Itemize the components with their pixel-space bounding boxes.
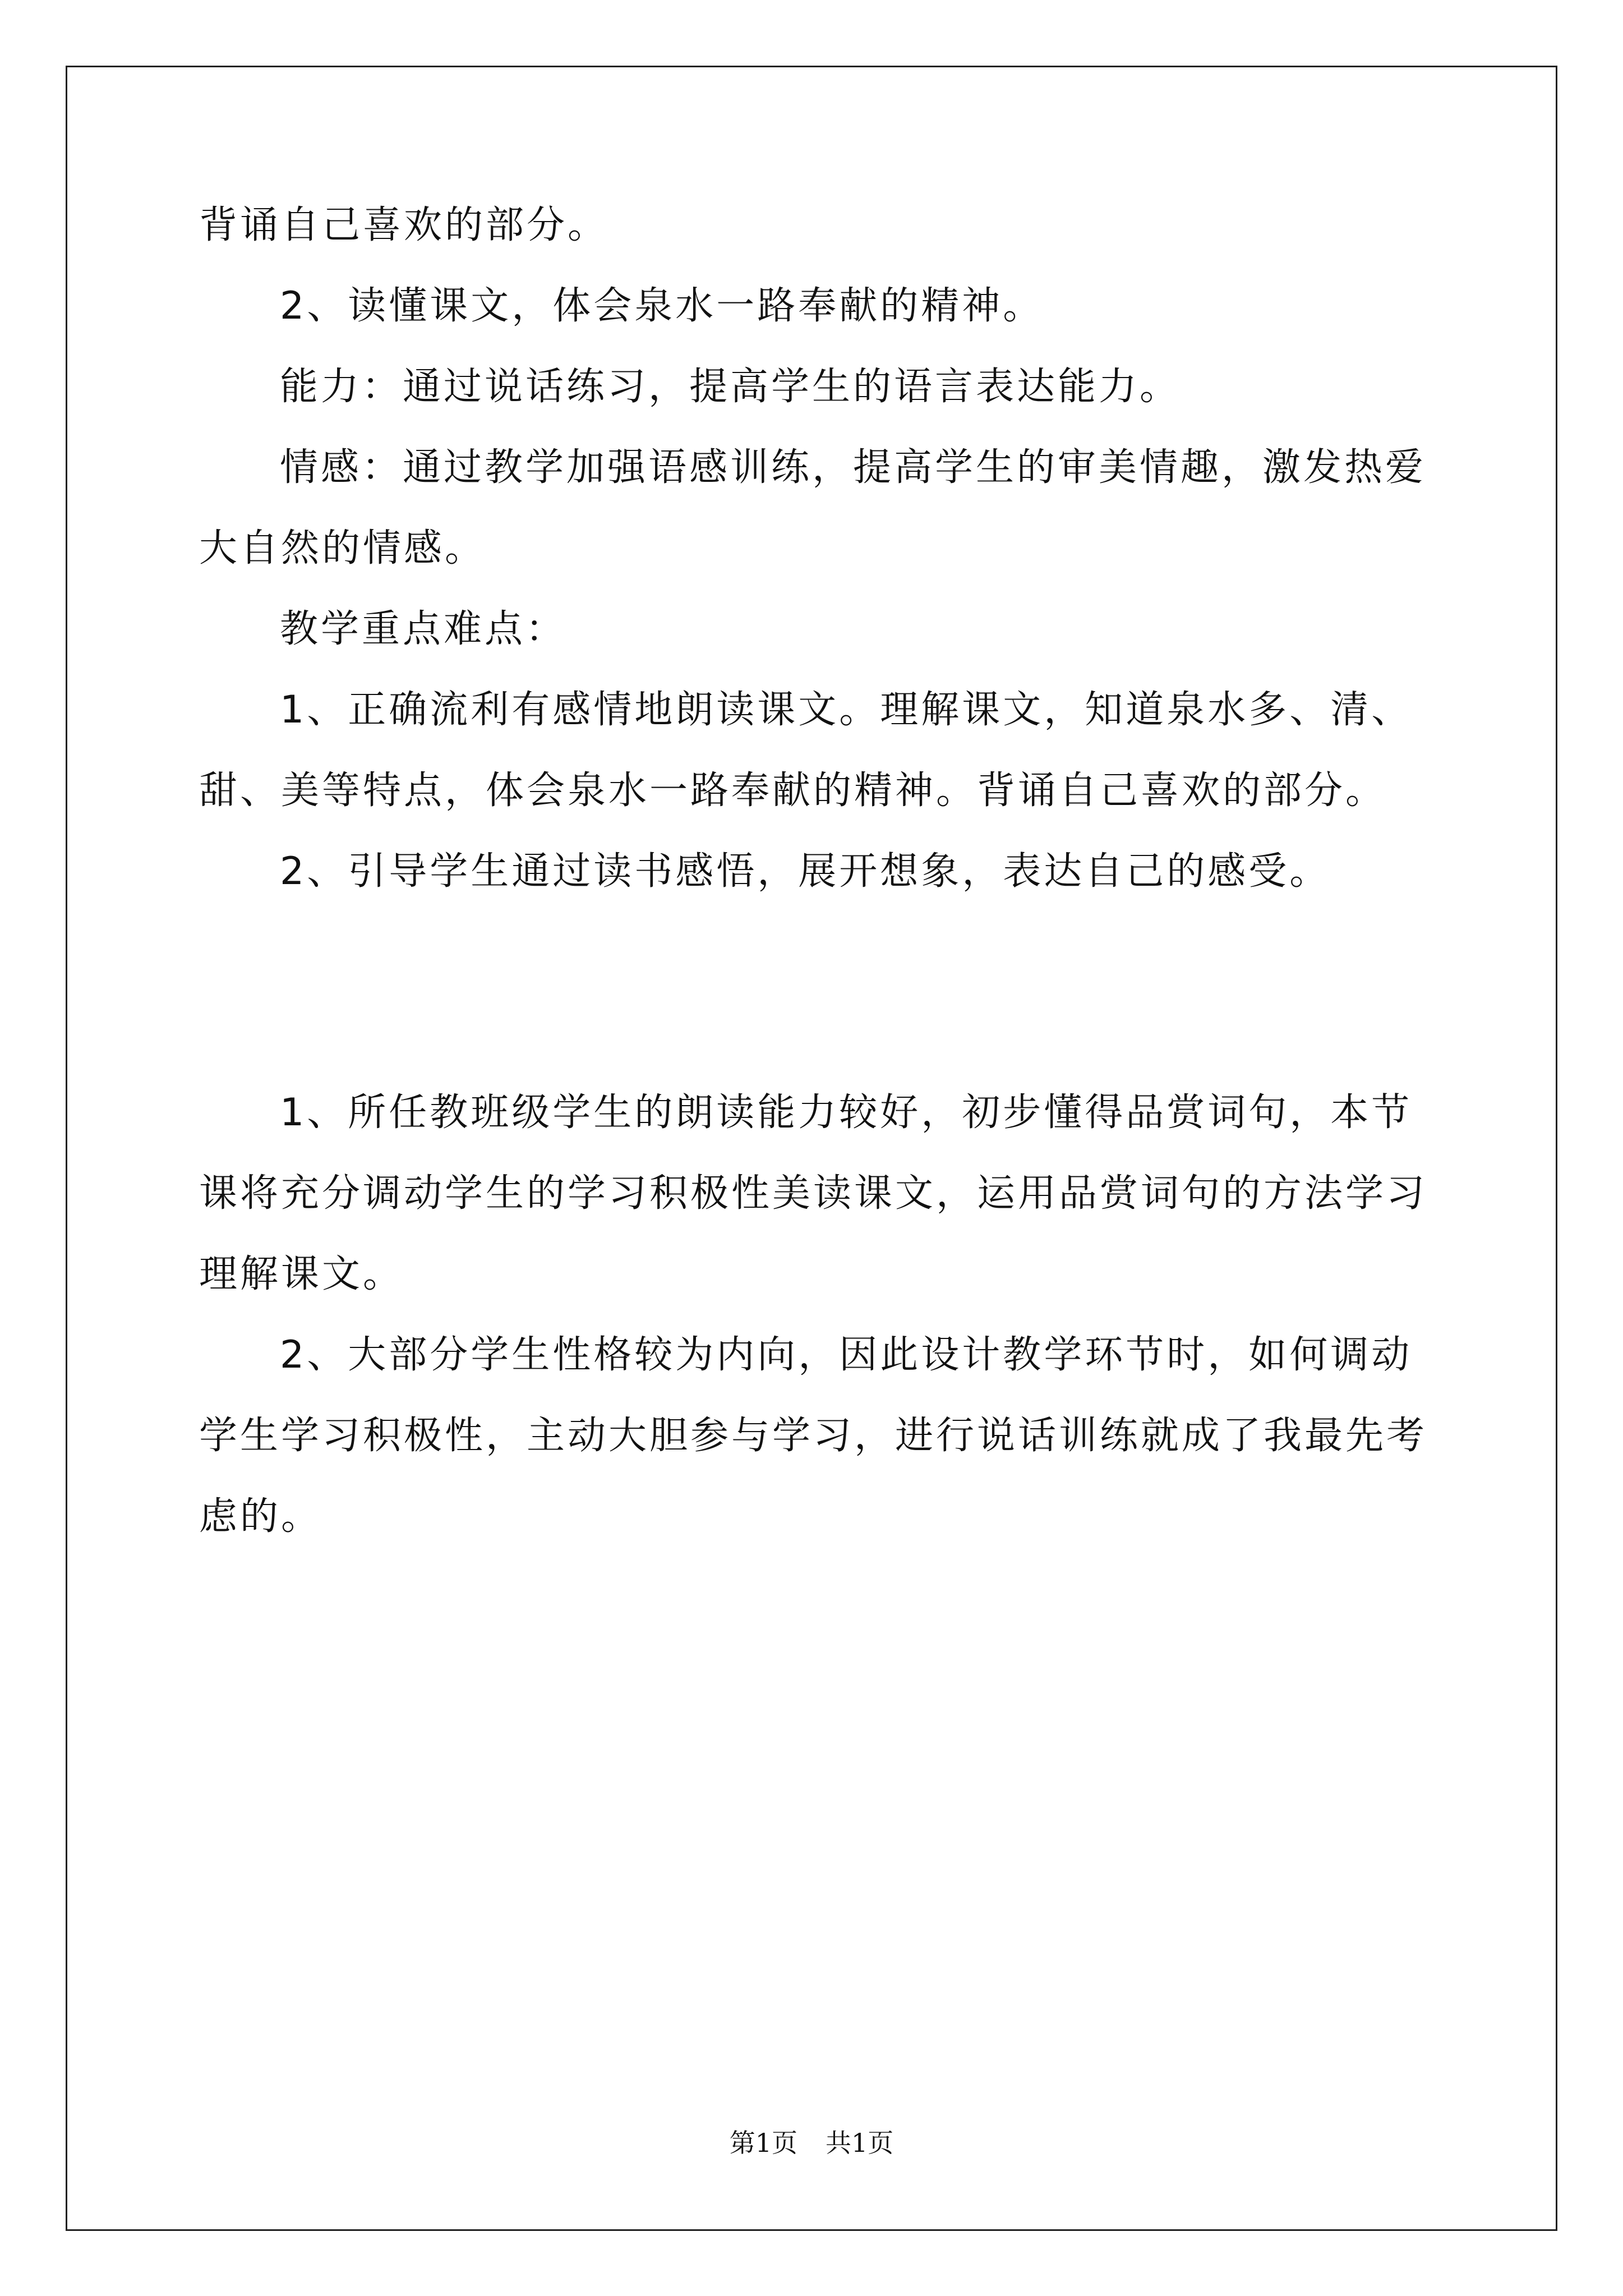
page-number: 第1页 — [729, 2128, 797, 2158]
page-footer — [0, 2126, 1623, 2160]
paragraph: 1、正确流利有感情地朗读课文。理解课文，知道泉水多、清、甜、美等特点，体会泉水一路奉献的精神。背诵自己喜欢的部分。 — [199, 688, 1413, 813]
paragraph: 2、引导学生通过读书感悟，展开想象，表达自己的感受。 — [280, 849, 1331, 894]
paragraph: 2、读懂课文，体会泉水一路奉献的精神。 — [280, 284, 1044, 328]
section-heading: 教学重点难点： — [280, 607, 567, 651]
paragraph: 1、所任教班级学生的朗读能力较好，初步懂得品赏词句，本节课将充分调动学生的学习积极性美读课文，运用品赏词句的方法学习理解课文。 — [199, 1091, 1428, 1296]
document-body — [199, 185, 1433, 1557]
page-total: 共1页 — [826, 2128, 894, 2158]
paragraph: 背诵自己喜欢的部分。 — [199, 203, 609, 247]
paragraph: 2、大部分学生性格较为内向，因此设计教学环节时，如何调动学生学习积极性，主动大胆参与学习，进行说话训练就成了我最先考虑的。 — [199, 1333, 1428, 1539]
paragraph: 情感：通过教学加强语感训练，提高学生的审美情趣，激发热爱大自然的情感。 — [199, 445, 1427, 570]
paragraph: 能力：通过说话练习，提高学生的语言表达能力。 — [280, 365, 1181, 409]
